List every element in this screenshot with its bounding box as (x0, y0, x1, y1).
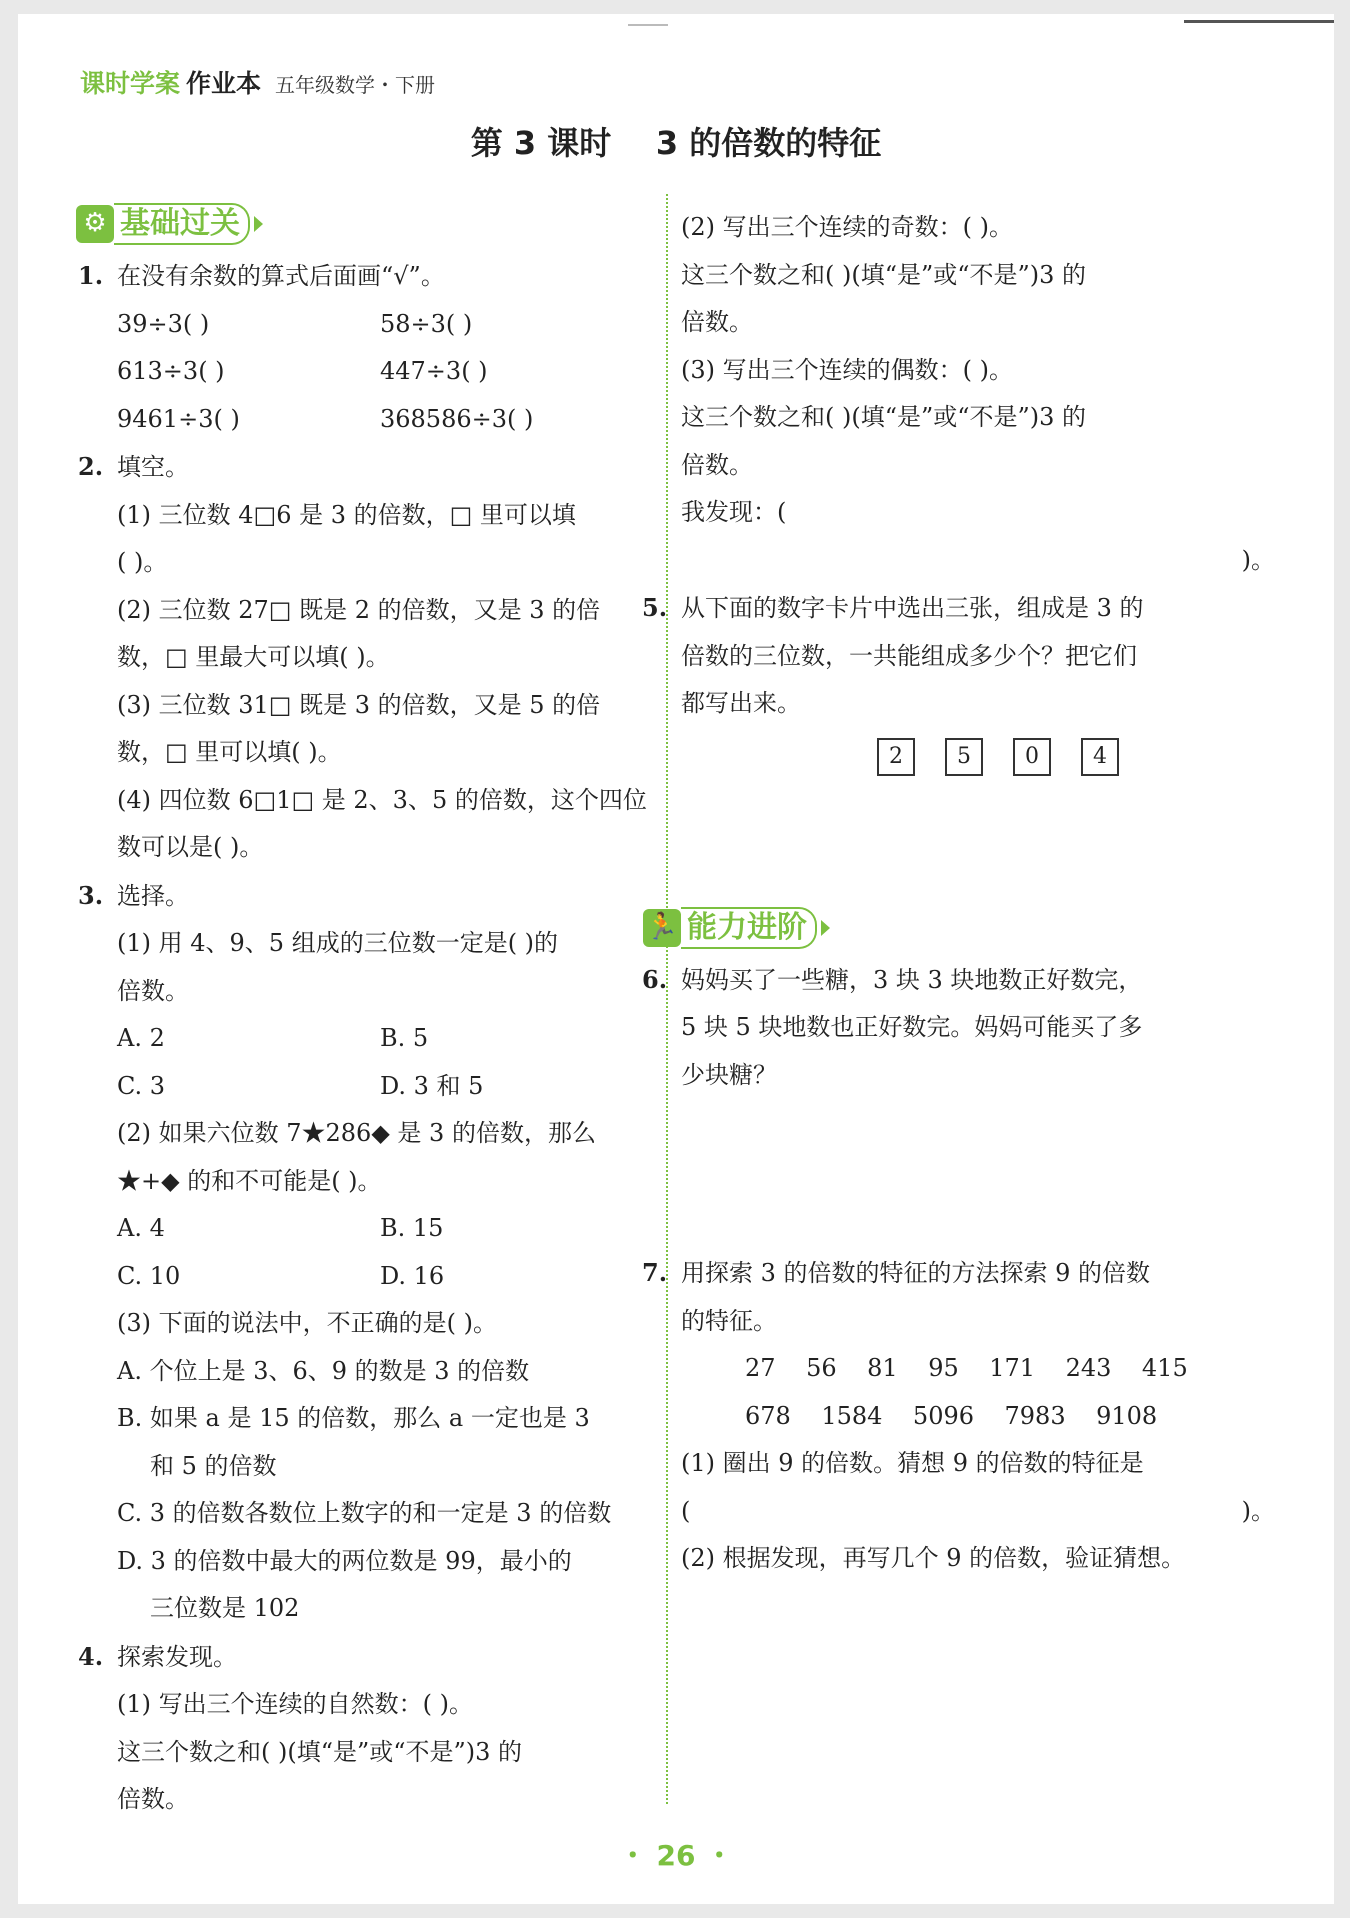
q3-option: D. 3 和 5 (380, 1071, 484, 1100)
right-column (642, 204, 1275, 1583)
q4-line: (1) 写出三个连续的自然数：( )。 (117, 1690, 473, 1718)
gear-icon: ⚙ (76, 205, 114, 243)
triangle-icon (254, 216, 263, 232)
q5-line: 倍数的三位数，一共能组成多少个？把它们 (681, 641, 1137, 670)
question-1 (78, 252, 662, 443)
q7-sub1: (1) 圈出 9 的倍数。猜想 9 的倍数的特征是 (681, 1449, 1144, 1477)
q2-number: 2. (78, 452, 104, 481)
q6-line: 妈妈买了一些糖，3 块 3 块地数正好数完， (681, 965, 1143, 994)
number-item: 5096 (912, 1401, 974, 1430)
section-advanced (643, 906, 1275, 950)
workbook-page (18, 14, 1334, 1904)
q1-item: 58÷3( ) (380, 309, 473, 338)
q4-line: 倍数。 (117, 1785, 189, 1813)
q3-option-cont: 三位数是 102 (150, 1594, 300, 1622)
q3-option-cont: 和 5 的倍数 (150, 1451, 277, 1480)
number-item: 95 (928, 1354, 959, 1382)
q1-item: 368586÷3( ) (380, 404, 534, 433)
q4-line: 这三个数之和( )(填“是”或“不是”)3 的 (681, 260, 1087, 289)
number-item: 678 (745, 1401, 791, 1430)
q3-option: D. 3 的倍数中最大的两位数是 99，最小的 (117, 1546, 572, 1575)
q2-line: 数，□ 里可以填( )。 (117, 738, 342, 766)
question-2 (78, 443, 662, 872)
page-number: ・ 26 ・ (618, 1839, 734, 1872)
question-6 (642, 956, 1275, 1100)
lesson-title: 第 3 课时 3 的倍数的特征 (470, 124, 882, 162)
q4-line: (2) 写出三个连续的奇数：( )。 (681, 213, 1013, 241)
q1-item: 9461÷3( ) (117, 404, 240, 433)
number-row-1 (681, 1345, 1275, 1393)
q3-number: 3. (78, 880, 104, 910)
q7-line: 用探索 3 的倍数的特征的方法探索 9 的倍数 (681, 1259, 1151, 1287)
q3-text: 选择。 (117, 881, 189, 910)
number-item: 415 (1141, 1354, 1188, 1382)
q4-finding-end: )。 (1241, 545, 1275, 574)
page-header (80, 64, 435, 100)
q3-option: C. 3 的倍数各数位上数字的和一定是 3 的倍数 (117, 1499, 612, 1527)
q1-number: 1. (78, 261, 104, 290)
q2-line: (1) 三位数 4□6 是 3 的倍数，□ 里可以填 (117, 500, 576, 529)
q2-line: (3) 三位数 31□ 既是 3 的倍数，又是 5 的倍 (117, 690, 601, 719)
q4-line: 这三个数之和( )(填“是”或“不是”)3 的 (681, 403, 1087, 431)
triangle-icon (821, 920, 830, 936)
top-mark (628, 24, 668, 26)
digit-card: 5 (945, 738, 983, 776)
section-basic (76, 202, 662, 246)
q3-part1-line: 倍数。 (117, 976, 189, 1005)
question-7 (642, 1249, 1275, 1583)
q3-option: A. 2 (117, 1024, 165, 1052)
q4-line: 倍数。 (681, 308, 753, 336)
q3-option: A. 个位上是 3、6、9 的数是 3 的倍数 (117, 1356, 530, 1385)
q4-number: 4. (78, 1641, 104, 1671)
q1-item: 447÷3( ) (380, 357, 488, 385)
section-advanced-label: 能力进阶 (681, 907, 817, 949)
q3-part2-line: (2) 如果六位数 7★286◆ 是 3 的倍数，那么 (117, 1119, 596, 1147)
q3-part1-line: (1) 用 4、9、5 组成的三位数一定是( )的 (117, 929, 559, 957)
q1-item: 613÷3( ) (117, 357, 225, 385)
q2-line: (2) 三位数 27□ 既是 2 的倍数，又是 3 的倍 (117, 595, 601, 624)
number-item: 7983 (1004, 1401, 1066, 1430)
q6-line: 5 块 5 块地数也正好数完。妈妈可能买了多 (681, 1013, 1143, 1041)
q2-line: (4) 四位数 6□1□ 是 2、3、5 的倍数，这个四位 (117, 785, 647, 814)
q2-line: 数可以是( )。 (117, 833, 264, 861)
number-item: 243 (1065, 1354, 1112, 1382)
q5-line: 都写出来。 (681, 689, 801, 717)
digit-card: 2 (877, 738, 915, 776)
q5-line: 从下面的数字卡片中选出三张，组成是 3 的 (681, 594, 1144, 622)
q3-option: A. 4 (117, 1214, 165, 1242)
q4-line: 这三个数之和( )(填“是”或“不是”)3 的 (117, 1737, 523, 1766)
q7-sub1-open: ( (681, 1496, 691, 1525)
digit-cards (721, 738, 1275, 776)
q5-number: 5. (642, 593, 668, 622)
q7-number: 7. (642, 1258, 668, 1287)
q7-line: 的特征。 (681, 1306, 777, 1335)
q3-option: C. 10 (117, 1261, 181, 1290)
number-row-2 (681, 1393, 1275, 1441)
q3-option: B. 15 (380, 1214, 444, 1242)
number-item: 9108 (1096, 1401, 1158, 1430)
number-item: 1584 (821, 1401, 883, 1430)
q2-line: ( )。 (117, 548, 168, 576)
q4-line: (3) 写出三个连续的偶数：( )。 (681, 355, 1013, 384)
q3-part3-line: (3) 下面的说法中，不正确的是( )。 (117, 1309, 497, 1337)
number-item: 56 (806, 1354, 837, 1382)
grade-label: 五年级数学・下册 (275, 73, 436, 97)
q3-option: D. 16 (380, 1261, 445, 1290)
q3-part2-line: ★+◆ 的和不可能是( )。 (117, 1166, 382, 1195)
q2-line: 数，□ 里最大可以填( )。 (117, 643, 390, 671)
digit-card: 0 (1013, 738, 1051, 776)
q4-finding: 我发现：( (681, 498, 787, 526)
question-5 (642, 584, 1275, 776)
q7-sub2: (2) 根据发现，再写几个 9 的倍数，验证猜想。 (681, 1544, 1186, 1572)
q7-sub1-blank (681, 1488, 1275, 1536)
top-edge-line (1184, 20, 1334, 23)
number-item: 27 (745, 1354, 776, 1382)
q2-text: 填空。 (117, 453, 189, 481)
q4-line: 倍数。 (681, 450, 753, 479)
q1-text: 在没有余数的算式后面画“√”。 (117, 262, 445, 290)
q6-number: 6. (642, 964, 668, 994)
number-item: 81 (867, 1354, 898, 1382)
q3-option: B. 5 (380, 1024, 429, 1052)
question-4 (78, 1633, 662, 1824)
q7-sub1-close: )。 (1241, 1496, 1275, 1525)
brand-subtitle: 作业本 (186, 69, 262, 98)
left-column (78, 206, 662, 1824)
digit-card: 4 (1081, 738, 1119, 776)
question-3 (78, 872, 662, 1633)
q3-option: B. 如果 a 是 15 的倍数，那么 a 一定也是 3 (117, 1404, 590, 1432)
q4-text: 探索发现。 (117, 1642, 237, 1671)
running-person-icon: 🏃 (643, 909, 681, 947)
section-basic-label: 基础过关 (114, 203, 250, 245)
q1-item: 39÷3( ) (117, 309, 210, 338)
q3-option: C. 3 (117, 1071, 166, 1100)
brand-name: 课时学案 (80, 69, 181, 98)
q6-line: 少块糖？ (681, 1060, 777, 1089)
number-item: 171 (989, 1354, 1036, 1382)
